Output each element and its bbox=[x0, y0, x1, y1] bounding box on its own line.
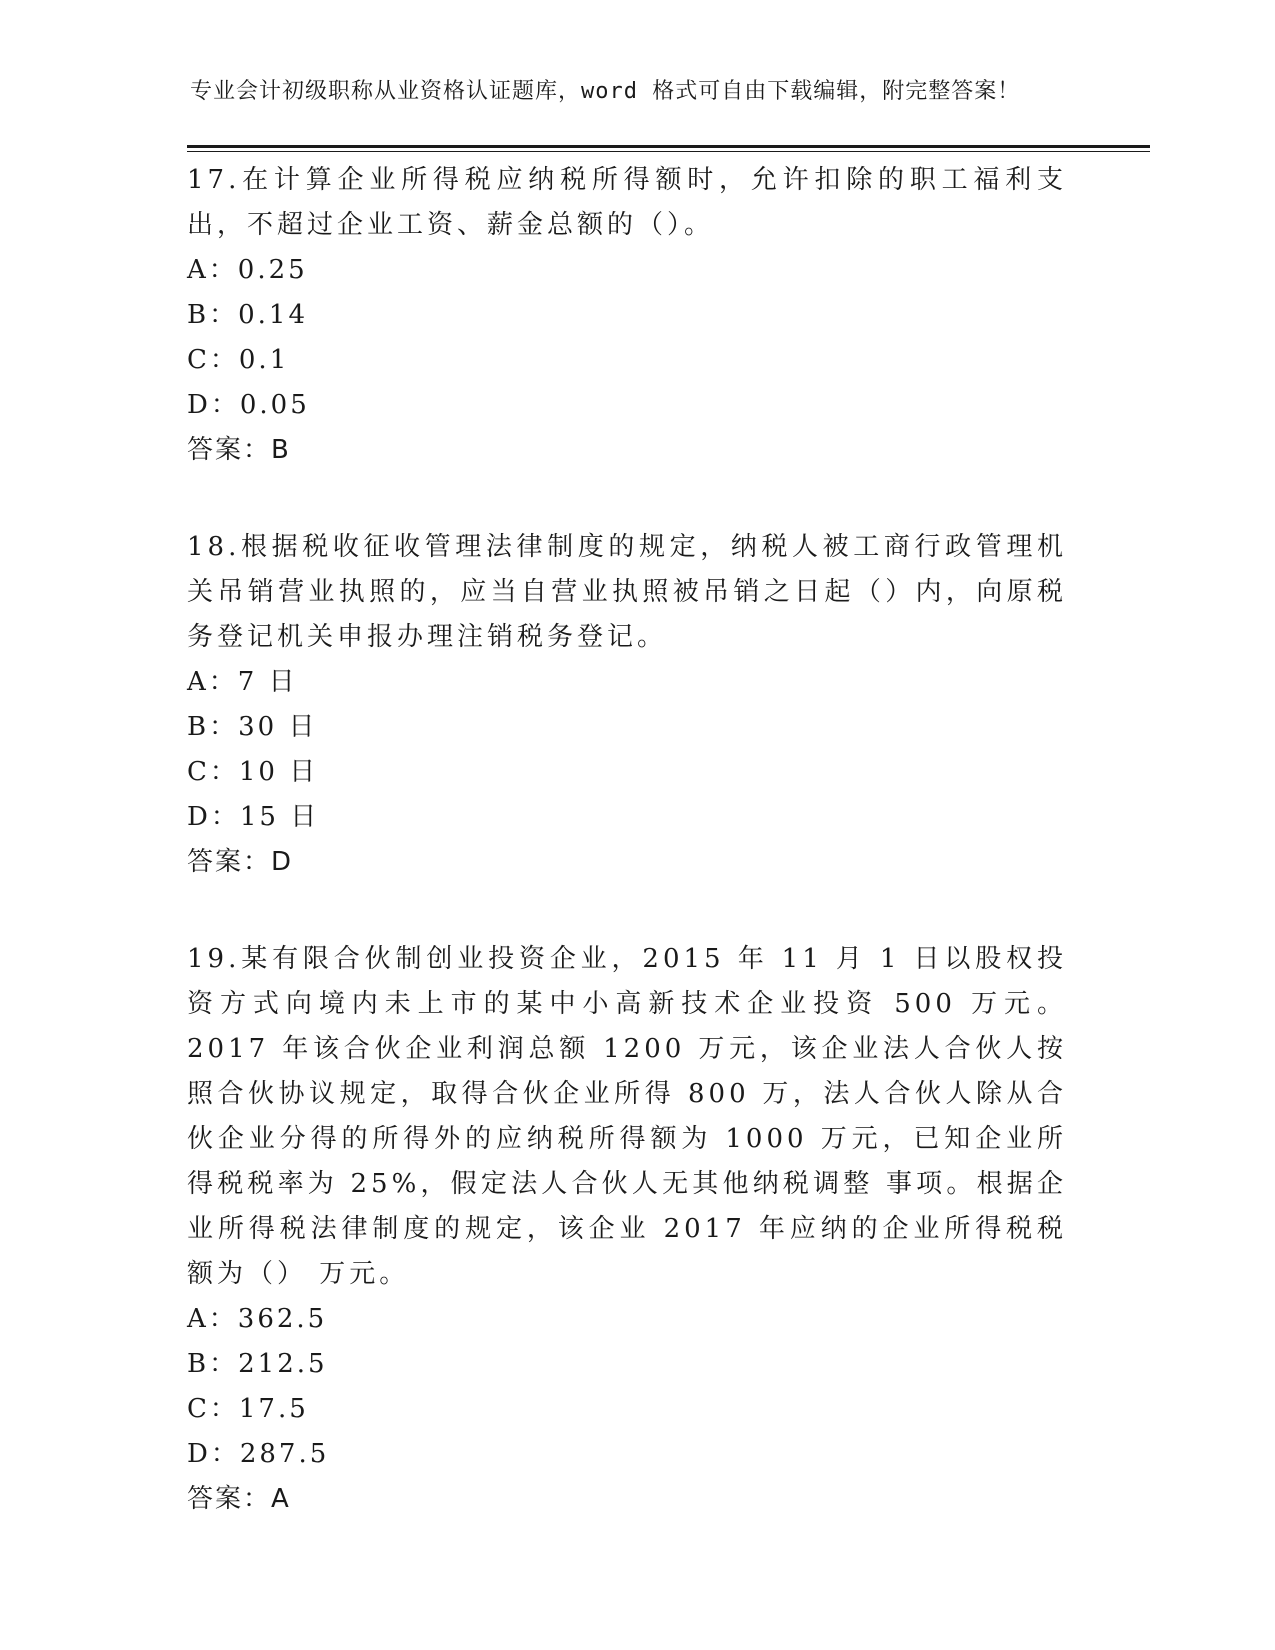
question-text: 17.在计算企业所得税应纳税所得额时，允许扣除的职工福利支出，不超过企业工资、薪金总额的（）。 bbox=[187, 165, 1067, 240]
question-text: 19.某有限合伙制创业投资企业，2015 年 11 月 1 日以股权投资方式向境内未上市的某中小高新技术企业投资 500 万元。2017 年该合伙企业利润总额 1200 万元，该企业法人合伙人按照合伙协议规定，取得合伙企业所得 800 万，法人合伙人除从合伙企业分得的所得外的应纳税所得额为 1000 万元，已知企业所得税税率为 25%，假定法人合伙人无其他纳税调整 事项。根据企业所得税法律制度的规定，该企业 2017 年应纳的企业所得税税额为（） 万元。 bbox=[187, 944, 1067, 1289]
option-a: A：362.5 bbox=[187, 1304, 328, 1334]
option-c: C：17.5 bbox=[187, 1394, 309, 1424]
option-b: B：30 日 bbox=[187, 712, 318, 742]
question-18 bbox=[187, 525, 1067, 885]
question-17 bbox=[187, 158, 1067, 473]
option-a: A：7 日 bbox=[187, 667, 298, 697]
question-text: 18.根据税收征收管理法律制度的规定，纳税人被工商行政管理机关吊销营业执照的，应当自营业执照被吊销之日起（）内，向原税务登记机关申报办理注销税务登记。 bbox=[187, 532, 1067, 652]
option-b: B：212.5 bbox=[187, 1349, 328, 1379]
option-d: D：15 日 bbox=[187, 802, 320, 832]
option-c: C：10 日 bbox=[187, 757, 319, 787]
option-d: D：0.05 bbox=[187, 390, 310, 420]
answer-line: 答案：D bbox=[187, 847, 294, 877]
answer-line: 答案：A bbox=[187, 1484, 291, 1514]
question-19 bbox=[187, 937, 1067, 1522]
page-header: 专业会计初级职称从业资格认证题库，word 格式可自由下载编辑，附完整答案！ bbox=[190, 79, 1021, 104]
option-d: D：287.5 bbox=[187, 1439, 330, 1469]
question-list bbox=[187, 158, 1067, 1574]
answer-line: 答案：B bbox=[187, 435, 291, 465]
option-c: C：0.1 bbox=[187, 345, 290, 375]
header-rule-thick bbox=[187, 145, 1150, 148]
header-rule-thin bbox=[187, 151, 1150, 152]
option-b: B：0.14 bbox=[187, 300, 308, 330]
option-a: A：0.25 bbox=[187, 255, 308, 285]
